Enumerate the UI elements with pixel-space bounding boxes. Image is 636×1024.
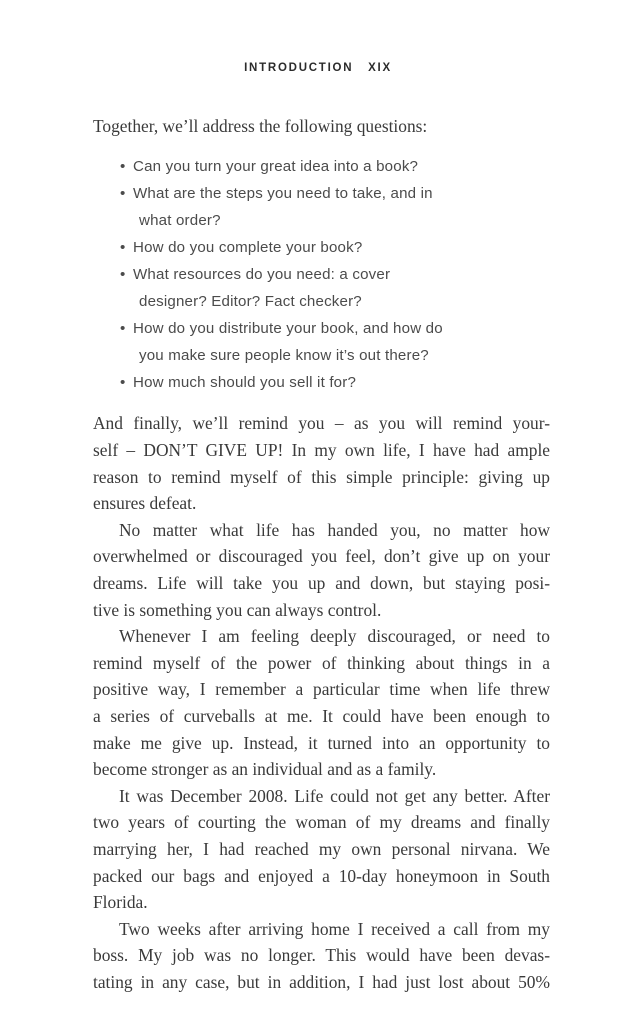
paragraph-line: reason to remind myself of this simple principle: giving up [93,466,550,487]
bullet-icon: • [120,265,126,283]
body-paragraph [93,410,550,516]
paragraph-line: marrying her, I had reached my own personal nirvana. We [93,838,550,859]
bullet-icon: • [120,184,126,202]
text-column [93,113,550,996]
paragraph-line: Two weeks after arriving home I received a call from my [119,918,550,939]
list-item-line: what order? [139,211,221,229]
list-item-line: What resources do you need: a cover [133,265,391,283]
list-item-line: How do you complete your book? [133,238,363,256]
paragraph-line: And finally, we’ll remind you – as you will remind your- [93,413,550,434]
paragraph-line: overwhelmed or discouraged you feel, don’t give up on your [93,546,550,567]
paragraph-line: tive is something you can always control. [93,599,382,620]
paragraph-line: a series of curveballs at me. It could have been enough to [93,705,550,726]
lead-paragraph [93,113,550,140]
paragraph-line: Florida. [93,892,148,913]
body-paragraph [93,623,550,783]
list-item-line: How much should you sell it for? [133,374,357,392]
spacer [93,396,550,410]
paragraph-line: boss. My job was no longer. This would have been devas- [93,945,550,966]
paragraph-line: No matter what life has handed you, no matter how [119,519,550,540]
paragraph-line: two years of courting the woman of my dreams and finally [93,812,550,833]
running-header: INTRODUCTION XIX [244,62,392,74]
paragraph-line: become stronger as an individual and as a family. [93,759,437,780]
paragraph-line: positive way, I remember a particular time when life threw [93,679,550,700]
list-item-line: What are the steps you need to take, and in [133,184,433,202]
body-paragraph [93,783,550,916]
list-item [93,180,550,234]
paragraph-line: tating in any case, but in addition, I had just lost about 50% [93,971,550,992]
paragraph-line: It was December 2008. Life could not get any better. After [119,785,550,806]
spacer [93,140,550,153]
bullet-icon: • [120,157,126,175]
question-list [93,153,550,397]
list-item-line: you make sure people know it’s out there? [139,347,429,365]
list-item-line: Can you turn your great idea into a book? [133,157,419,175]
list-item [93,369,550,396]
list-item [93,153,550,180]
bullet-icon: • [120,320,126,338]
bullet-icon: • [120,238,126,256]
bullet-icon: • [120,374,126,392]
list-item [93,261,550,315]
paragraph-line: Whenever I am feeling deeply discouraged, or need to [119,626,550,647]
paragraph-line: ensures defeat. [93,493,197,514]
paragraph-line: self – DON’T GIVE UP! In my own life, I have had ample [93,440,550,461]
body-paragraph [93,517,550,623]
paragraph-line: remind myself of the power of thinking about things in a [93,652,550,673]
list-item [93,234,550,261]
list-item-line: designer? Editor? Fact checker? [139,293,362,311]
paragraph-line: packed our bags and enjoyed a 10-day honeymoon in South [93,865,550,886]
paragraph-line: dreams. Life will take you up and down, but staying posi- [93,573,550,593]
list-item [93,315,550,369]
paragraph-line: make me give up. Instead, it turned into an opportunity to [93,732,550,753]
paragraph-line: Together, we’ll address the following questions: [93,116,428,136]
list-item-line: How do you distribute your book, and how do [133,320,443,338]
body-paragraph [93,916,550,996]
